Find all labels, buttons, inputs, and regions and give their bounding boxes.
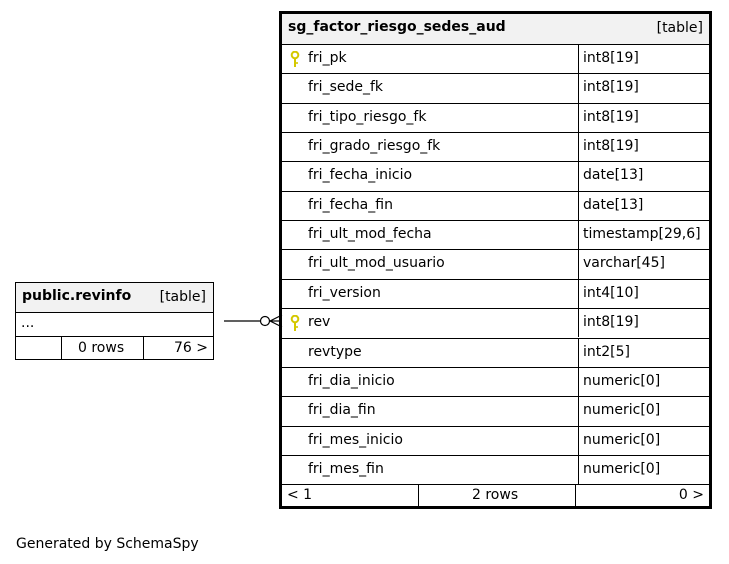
column-name: fri_tipo_riesgo_fk bbox=[308, 108, 427, 125]
column-name: fri_fecha_inicio bbox=[308, 167, 413, 184]
column-type: int8[19] bbox=[583, 50, 639, 66]
column-type: int4[10] bbox=[583, 284, 639, 301]
column-type: int8[19] bbox=[583, 138, 639, 155]
column-name: rev bbox=[308, 314, 331, 331]
column-name: fri_mes_inicio bbox=[308, 431, 403, 448]
table-kind: [table] bbox=[159, 289, 206, 305]
column-type: int8[19] bbox=[583, 314, 639, 331]
column-type: numeric[0] bbox=[583, 402, 661, 419]
column-type: timestamp[29,6] bbox=[583, 226, 701, 243]
children-link[interactable]: 0 > bbox=[678, 487, 704, 504]
column-name: fri_mes_fin bbox=[308, 460, 384, 477]
row-count: 2 rows bbox=[472, 487, 519, 504]
column-type: date[13] bbox=[583, 196, 644, 213]
column-type: int8[19] bbox=[583, 79, 639, 96]
zero-optional-marker bbox=[261, 317, 270, 326]
column-type: numeric[0] bbox=[583, 460, 661, 477]
column-name: fri_ult_mod_usuario bbox=[308, 255, 445, 272]
column-name: revtype bbox=[308, 343, 362, 360]
column-type: int2[5] bbox=[583, 343, 630, 360]
parents-link[interactable]: < 1 bbox=[287, 487, 313, 504]
column-name: fri_pk bbox=[308, 50, 347, 66]
column-type: date[13] bbox=[583, 167, 644, 184]
column-name: fri_dia_fin bbox=[308, 402, 376, 419]
table-name[interactable]: public.revinfo bbox=[22, 288, 132, 304]
column-type: numeric[0] bbox=[583, 372, 661, 389]
ellipsis-text: ... bbox=[21, 315, 35, 331]
column-name: fri_version bbox=[308, 284, 381, 301]
column-name: fri_sede_fk bbox=[308, 79, 384, 96]
crowfoot-upper bbox=[270, 315, 282, 321]
table-kind: [table] bbox=[656, 20, 703, 36]
table-name[interactable]: sg_factor_riesgo_sedes_aud bbox=[288, 19, 506, 35]
column-type: int8[19] bbox=[583, 108, 639, 125]
column-name: fri_grado_riesgo_fk bbox=[308, 138, 441, 155]
children-link[interactable]: 76 > bbox=[174, 340, 208, 356]
column-name: fri_ult_mod_fecha bbox=[308, 226, 432, 243]
column-name: fri_fecha_fin bbox=[308, 196, 393, 213]
column-type: varchar[45] bbox=[583, 255, 665, 272]
row-count: 0 rows bbox=[78, 340, 125, 356]
column-name: fri_dia_inicio bbox=[308, 372, 395, 389]
crowfoot-lower bbox=[270, 321, 282, 327]
generated-by-credit: Generated by SchemaSpy bbox=[16, 536, 199, 552]
column-type: numeric[0] bbox=[583, 431, 661, 448]
